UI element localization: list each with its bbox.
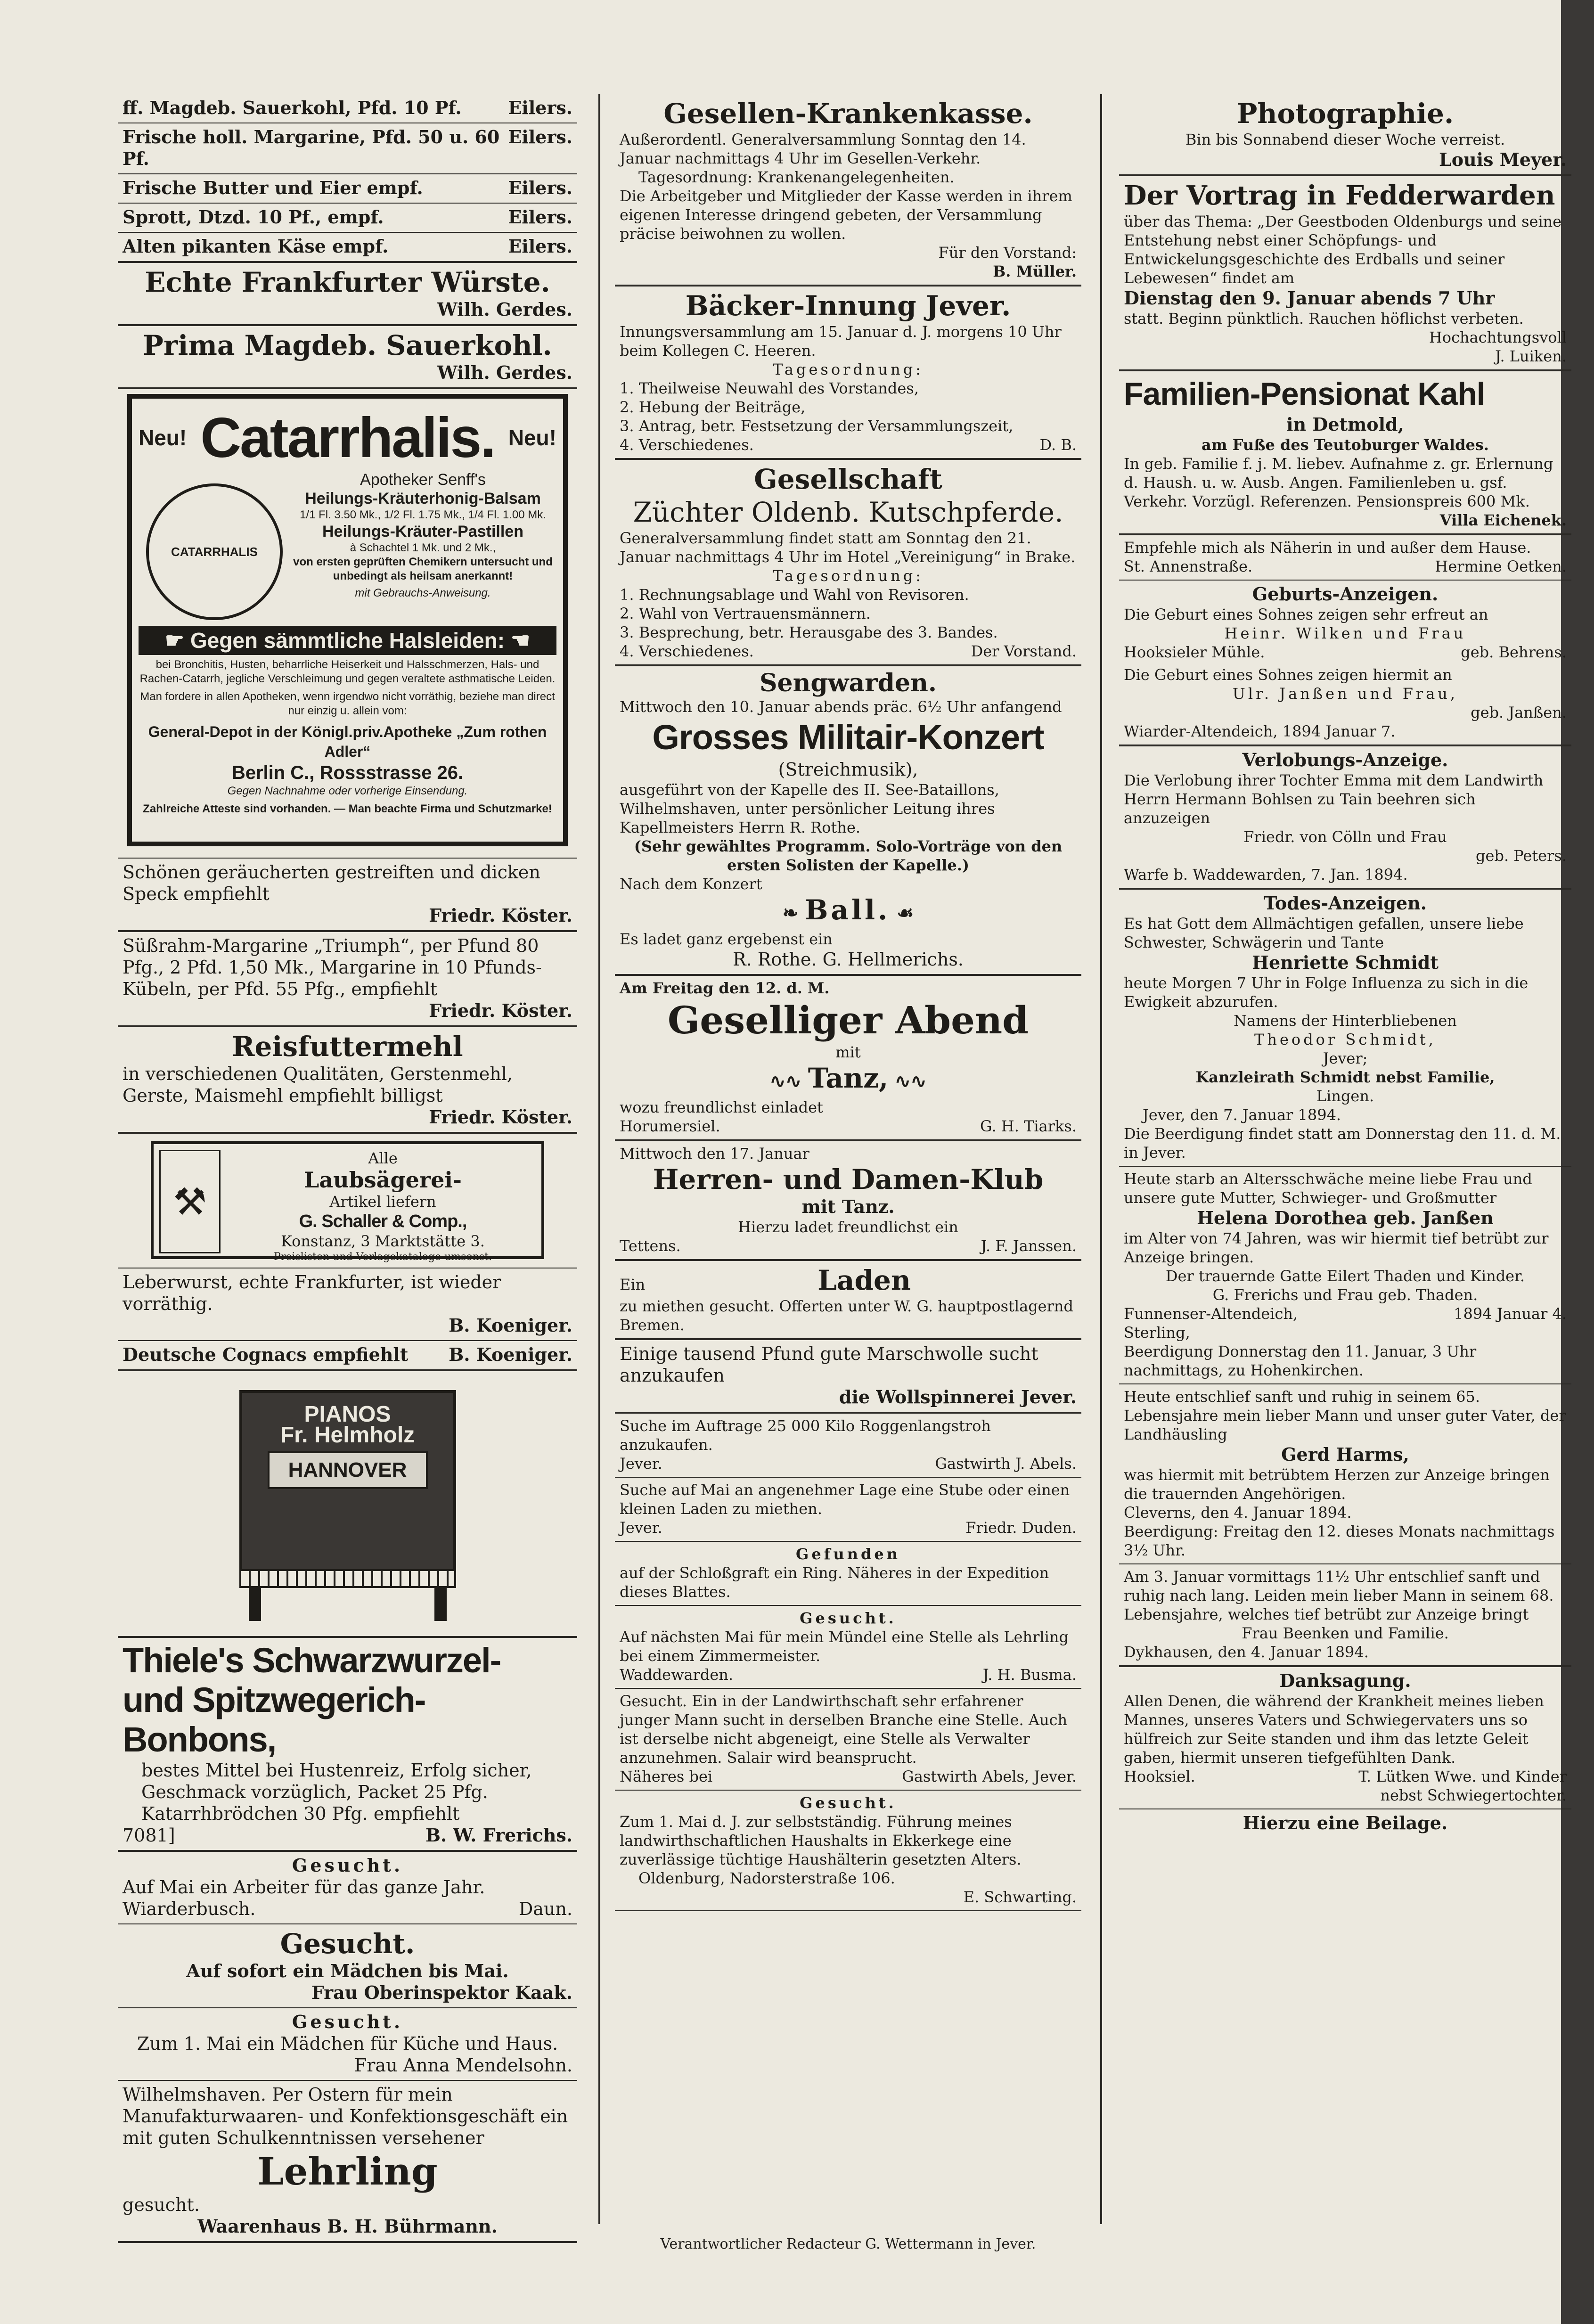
ad-text: Die Geburt eines Sohnes zeigen sehr erfreut an bbox=[1124, 606, 1488, 623]
ad-krankenkasse bbox=[615, 94, 1081, 286]
ball-heading bbox=[620, 893, 1077, 930]
ad-signature: Gastwirth Abels, Jever. bbox=[902, 1768, 1077, 1785]
ad-text: In geb. Familie f. j. M. liebev. Aufnahme z. gr. Erlernung d. Haush. u. w. Ausb. Angen. Familienleben u. gsf. Verkehr. Vorzügl. Referenzen. Pensionspreis 600 Mk. bbox=[1124, 455, 1553, 510]
ad-place: Sterling, bbox=[1124, 1324, 1190, 1342]
ad-signature: Der Vorstand. bbox=[971, 642, 1077, 660]
ad-todes-schmidt bbox=[1119, 890, 1571, 1167]
ad-date: Dienstag den 9. Januar abends 7 Uhr bbox=[1124, 287, 1495, 309]
ad-wuerste-gerdes bbox=[118, 263, 577, 326]
ad-text: Es ladet ganz ergebenst ein bbox=[620, 930, 833, 948]
ad-heading: Danksagung. bbox=[1279, 1670, 1411, 1691]
ad-title: Der Vortrag in Fedderwarden bbox=[1124, 180, 1555, 211]
ad-heading: Todes-Anzeigen. bbox=[1263, 892, 1427, 914]
ad-name: Friedr. von Cölln und Frau bbox=[1243, 828, 1447, 846]
column-rule-2 bbox=[1100, 94, 1102, 2224]
ad-todes-thaden bbox=[1119, 1167, 1571, 1384]
ad-place: Wiarderbusch. bbox=[123, 1898, 256, 1919]
ad-text: Für den Vorstand: bbox=[938, 244, 1077, 262]
ad-heading: Gesucht. bbox=[292, 2011, 403, 2032]
ad-gesucht-maedchen bbox=[118, 1924, 577, 2008]
ad-reisfuttermehl bbox=[118, 1027, 577, 1134]
cat-line: Heilungs-Kräuterhonig-Balsam bbox=[305, 490, 541, 507]
ad-text: G. Frerichs und Frau geb. Thaden. bbox=[1212, 1286, 1478, 1304]
ad-signature: Eilers. bbox=[508, 97, 572, 118]
ad-title: Familien-Pensionat Kahl bbox=[1124, 376, 1485, 412]
piano-keys bbox=[239, 1569, 456, 1588]
ad-signature: Gastwirth J. Abels. bbox=[935, 1455, 1077, 1473]
cat-line: Heilungs-Kräuter-Pastillen bbox=[322, 523, 523, 540]
ad-heading: Gesucht. bbox=[800, 1794, 897, 1812]
ad-text: Frische Butter und Eier empf. bbox=[123, 177, 423, 198]
ad-signature: B. Koeniger. bbox=[449, 1315, 572, 1336]
ad-pensionat bbox=[1119, 371, 1571, 535]
neu-label: Neu! bbox=[139, 426, 187, 450]
ad-piano bbox=[118, 1371, 577, 1638]
ad-text: wozu freundlichst einladet bbox=[620, 1098, 823, 1116]
ad-text: Zum 1. Mai ein Mädchen für Küche und Haus. bbox=[137, 2033, 558, 2054]
ad-sauerkohl-eilers bbox=[118, 94, 577, 123]
ad-text: Deutsche Cognacs empfiehlt bbox=[123, 1344, 409, 1365]
ad-gefunden bbox=[615, 1542, 1081, 1606]
ad-title: Photographie. bbox=[1236, 98, 1454, 130]
ad-text: Zum 1. Mai d. J. zur selbstständig. Führung meines landwirthschaftlichen Haushalts in Ekkerkege eine zuverlässige tüchtige Haushälterin gesetzten Alters. bbox=[620, 1813, 1022, 1868]
ad-text: Die Beerdigung findet statt am Donnerstag den 11. d. M. in Jever. bbox=[1124, 1125, 1561, 1162]
ad-gesucht-kueche bbox=[118, 2008, 577, 2081]
ad-signature: Hermine Oetken. bbox=[1435, 557, 1567, 575]
ad-sprott-eilers bbox=[118, 204, 577, 233]
ad-date: 1894 Januar 4. bbox=[1454, 1305, 1567, 1323]
column-1 bbox=[118, 94, 577, 2237]
ad-text: Der trauernde Gatte Eilert Thaden und Kinder. bbox=[1165, 1267, 1525, 1285]
agenda-item: 4. Verschiedenes. bbox=[620, 436, 754, 454]
piano-city: HANNOVER bbox=[268, 1451, 428, 1489]
ad-signature: B. Koeniger. bbox=[449, 1344, 572, 1365]
lbox-line: Artikel liefern bbox=[329, 1193, 436, 1211]
ad-text: Am Freitag den 12. d. M. bbox=[620, 979, 830, 997]
ad-text: heute Morgen 7 Uhr in Folge Influenza zu sich in die Ewigkeit abzurufen. bbox=[1124, 974, 1529, 1011]
ad-title: Gesellschaft bbox=[754, 463, 942, 495]
ad-text: Generalversammlung findet statt am Sonntag den 21. Januar nachmittags 4 Uhr im Hotel „Vereinigung“ in Brake. bbox=[620, 529, 1076, 566]
ornament-icon: ❧ bbox=[782, 902, 805, 924]
ad-signature: Daun. bbox=[518, 1898, 572, 1919]
ad-laden bbox=[615, 1261, 1081, 1340]
ad-signature: J. F. Janssen. bbox=[981, 1237, 1077, 1255]
ad-place: Wiarder-Altendeich, 1894 Januar 7. bbox=[1124, 722, 1396, 740]
cat-line: Apotheker Senff's bbox=[360, 471, 486, 489]
ad-roggenstroh bbox=[615, 1414, 1081, 1478]
ad-subtitle: mit Tanz. bbox=[801, 1196, 895, 1217]
ad-subtitle: (Streichmusik), bbox=[778, 759, 918, 780]
ad-text: Lingen. bbox=[1316, 1087, 1374, 1105]
ad-signature: Eilers. bbox=[508, 236, 572, 257]
ad-cognac bbox=[118, 1341, 577, 1371]
ad-title: Prima Magdeb. Sauerkohl. bbox=[143, 329, 552, 361]
ad-text: in verschiedenen Qualitäten, Gerstenmehl, Gerste, Maismehl empfiehlt billigst bbox=[123, 1064, 513, 1106]
ad-name: Henriette Schmidt bbox=[1252, 952, 1439, 973]
ad-leberwurst bbox=[118, 1268, 577, 1341]
ad-text: Tagesordnung: bbox=[773, 567, 924, 585]
ad-text: bestes Mittel bei Hustenreiz, Erfolg sicher, Geschmack vorzüglich, Packet 25 Pfg. Katarrhbrödchen 30 Pfg. empfiehlt bbox=[141, 1760, 532, 1824]
ad-suessrahm bbox=[118, 932, 577, 1027]
ad-place: Jever. bbox=[620, 1455, 662, 1473]
ad-title: Reisfuttermehl bbox=[232, 1031, 463, 1063]
ad-title: Sengwarden. bbox=[759, 669, 937, 697]
ad-signature: die Wollspinnerei Jever. bbox=[839, 1386, 1077, 1407]
cat-bar-text: Gegen sämmtliche Halsleiden: bbox=[190, 628, 505, 653]
ad-title: Grosses Militair-Konzert bbox=[652, 718, 1044, 757]
lbox-line: Preislisten und Vorlagekataloge umsonst. bbox=[274, 1251, 492, 1263]
lbox-line: Konstanz, 3 Marktstätte 3. bbox=[281, 1232, 485, 1250]
ball-label: Ball. bbox=[805, 894, 891, 926]
thiele-title-2: und Spitzwegerich-Bonbons, bbox=[123, 1680, 425, 1759]
ad-signature: Friedr. Köster. bbox=[429, 1000, 572, 1021]
ad-place: Horumersiel. bbox=[620, 1117, 720, 1135]
ad-text: mit bbox=[835, 1043, 861, 1061]
ad-verlobung bbox=[1119, 746, 1571, 890]
ad-signature: Frau Oberinspektor Kaak. bbox=[311, 1982, 572, 2003]
catarrhalis-bar: ☛ Gegen sämmtliche Halsleiden: ☚ bbox=[139, 626, 556, 655]
ad-margarine-eilers bbox=[118, 123, 577, 174]
ad-text: Leberwurst, echte Frankfurter, ist wieder vorräthig. bbox=[123, 1272, 501, 1314]
ad-text: Die Arbeitgeber und Mitglieder der Kasse werden in ihrem eigenen Interesse dringend gebeten, der Versammlung präcise beiwohnen zu wollen. bbox=[620, 187, 1072, 243]
ad-title: Züchter Oldenb. Kutschpferde. bbox=[633, 496, 1063, 528]
ad-place: Jever. bbox=[620, 1519, 662, 1537]
ad-signature: Frau Anna Mendelsohn. bbox=[354, 2055, 572, 2076]
ad-text: Suche im Auftrage 25 000 Kilo Roggenlangstroh anzukaufen. bbox=[620, 1417, 991, 1454]
ad-text: in Detmold, bbox=[1286, 414, 1404, 435]
ad-name: Heinr. Wilken und Frau bbox=[1224, 624, 1466, 642]
ad-signature: E. Schwarting. bbox=[963, 1888, 1077, 1906]
agenda-item: 3. Antrag, betr. Festsetzung der Versammlungszeit, bbox=[620, 417, 1014, 435]
ad-heading: Geburts-Anzeigen. bbox=[1252, 583, 1439, 605]
ad-text: Frische holl. Margarine, Pfd. 50 u. 60 Pf. bbox=[123, 126, 500, 169]
thiele-title-1: Thiele's Schwarzwurzel- bbox=[123, 1641, 501, 1680]
ad-place: Warfe b. Waddewarden, 7. Jan. 1894. bbox=[1124, 866, 1408, 884]
cat-line: bei Bronchitis, Husten, beharrliche Heiserkeit und Halsschmerzen, Hals- und Rachen-Catarrh, jegliche Verschleimung und gegen veraltete asthmatische Leiden. bbox=[139, 658, 556, 685]
piano-maker: Fr. Helmholz bbox=[280, 1423, 415, 1448]
ad-text: Mittwoch den 10. Januar abends präc. 6½ Uhr anfangend bbox=[620, 698, 1062, 716]
ad-text: Am 3. Januar vormittags 11½ Uhr entschlief sanft und ruhig nach lang. Leiden mein lieber Mann in seinem 68. Lebensjahre, welches tief betrübt zur Anzeige bringt bbox=[1124, 1568, 1554, 1623]
ad-text: Mittwoch den 17. Januar bbox=[620, 1145, 809, 1162]
ad-signature: R. Rothe. G. Hellmerichs. bbox=[733, 949, 964, 970]
ad-text: Schönen geräucherten gestreiften und dicken Speck empfiehlt bbox=[123, 862, 540, 904]
ad-text: Nach dem Konzert bbox=[620, 875, 762, 893]
ad-text: Wilhelmshaven. Per Ostern für mein Manufakturwaaren- und Konfektionsgeschäft ein mit guten Schulkenntnissen versehener bbox=[123, 2084, 568, 2148]
ad-text: Heute entschlief sanft und ruhig in seinem 65. Lebensjahre mein lieber Mann und unser guter Vater, der Landhäusling bbox=[1124, 1388, 1566, 1443]
ad-signature: J. Luiken. bbox=[1495, 347, 1567, 365]
ornament-icon: ∿∿ bbox=[769, 1070, 808, 1092]
ad-gesucht-arbeiter bbox=[118, 1852, 577, 1924]
ad-text: Jever, den 7. Januar 1894. bbox=[1143, 1106, 1341, 1124]
ad-name: geb. Peters. bbox=[1476, 847, 1567, 865]
ad-signature: G. H. Tiarks. bbox=[980, 1117, 1077, 1135]
ad-name: geb. Behrens. bbox=[1461, 643, 1567, 661]
ad-title: Gesellen-Krankenkasse. bbox=[663, 98, 1033, 130]
ad-kaese-eilers bbox=[118, 233, 577, 263]
editor-footer: Verantwortlicher Redacteur G. Wettermann in Jever. bbox=[660, 2236, 1036, 2252]
ad-text: Es hat Gott dem Allmächtigen gefallen, unsere liebe Schwester, Schwägerin und Tante bbox=[1124, 915, 1524, 951]
ad-naeherin bbox=[1119, 535, 1571, 581]
ad-text: Außerordentl. Generalversammlung Sonntag den 14. Januar nachmittags 4 Uhr im Gesellen-Verkehr. bbox=[620, 131, 1026, 167]
ad-title: Lehrling bbox=[257, 2149, 438, 2193]
ad-text: Allen Denen, die während der Krankheit meines lieben Mannes, unseres Vaters und Schwiegervaters uns so hülfreich zur Seite standen und ihm das letzte Geleit gaben, hiermit unseren tiefgefühlten Dank. bbox=[1124, 1692, 1544, 1767]
piano-illustration bbox=[225, 1381, 470, 1626]
ad-signature: Eilers. bbox=[508, 126, 572, 147]
ad-gesellschaft-zuechter bbox=[615, 460, 1081, 666]
ad-signature: Wilh. Gerdes. bbox=[437, 299, 572, 320]
ad-text: gesucht. bbox=[123, 2194, 200, 2215]
ad-laubsaegerei bbox=[118, 1134, 577, 1268]
ad-text: Einige tausend Pfund gute Marschwolle sucht anzukaufen bbox=[620, 1343, 1038, 1386]
ad-title: Echte Frankfurter Würste. bbox=[145, 266, 550, 298]
cat-line: mit Gebrauchs-Anweisung. bbox=[355, 587, 491, 599]
ad-signature: Friedr. Köster. bbox=[429, 905, 572, 926]
cat-line: Man fordere in allen Apotheken, wenn irgendwo nicht vorräthig, beziehe man direct nur einzig u. allein vom: bbox=[140, 690, 555, 717]
ad-text: Hierzu ladet freundlichst ein bbox=[738, 1218, 958, 1236]
ad-place: Hooksiel. bbox=[1124, 1768, 1195, 1785]
ad-geselliger-abend bbox=[615, 976, 1081, 1141]
ad-heading: Gesucht. bbox=[280, 1928, 415, 1960]
agenda-item: 4. Verschiedenes. bbox=[620, 642, 754, 660]
ad-catarrhalis bbox=[127, 394, 568, 846]
ad-zimmermeister bbox=[615, 1606, 1081, 1689]
ad-title: Laden bbox=[817, 1264, 911, 1296]
cat-line: 1/1 Fl. 3.50 Mk., 1/2 Fl. 1.75 Mk., 1/4 Fl. 1.00 Mk. bbox=[300, 508, 546, 521]
ad-signature: Waarenhaus B. H. Bührmann. bbox=[197, 2216, 498, 2237]
cat-line: Gegen Nachnahme oder vorherige Einsendung. bbox=[227, 785, 468, 797]
ad-signature: J. H. Busma. bbox=[982, 1666, 1077, 1684]
ad-text: statt. Beginn pünktlich. Rauchen höflichst verbeten. bbox=[1124, 310, 1524, 327]
ad-heading: Gefunden bbox=[796, 1545, 900, 1563]
ad-butter-eilers bbox=[118, 174, 577, 204]
agenda-item: 3. Besprechung, betr. Herausgabe des 3. Bandes. bbox=[620, 623, 998, 641]
laubsaege-box bbox=[151, 1141, 544, 1263]
agenda-item: 2. Wahl von Vertrauensmännern. bbox=[620, 605, 871, 622]
ad-signature: T. Lütken Wwe. und Kinder bbox=[1358, 1768, 1567, 1785]
ad-text: Gesucht. Ein in der Landwirthschaft sehr erfahrener junger Mann sucht in derselben Branche eine Stelle. Auch ist derselbe nicht abgeneigt, eine Stelle als Verwalter anzunehmen. Salair wird beansprucht. bbox=[620, 1692, 1068, 1767]
cat-line: Berlin C., Rossstrasse 26. bbox=[231, 762, 464, 783]
ad-text: Die Verlobung ihrer Tochter Emma mit dem Landwirth Herrn Hermann Bohlsen zu Tain beehren sich anzuzeigen bbox=[1124, 771, 1544, 827]
ad-stube bbox=[615, 1478, 1081, 1542]
ad-text: auf der Schloßgraft ein Ring. Näheres in der Expedition dieses Blattes. bbox=[620, 1564, 1049, 1601]
ad-sengwarden-konzert bbox=[615, 666, 1081, 976]
ad-herren-damen-klub bbox=[615, 1141, 1081, 1261]
ad-text: Heute starb an Altersschwäche meine liebe Frau und unsere gute Mutter, Schwieger- und Großmutter bbox=[1124, 1170, 1532, 1207]
ad-text: was hiermit mit betrübtem Herzen zur Anzeige bringen die trauernden Angehörigen. bbox=[1124, 1466, 1550, 1503]
ad-text: Hochachtungsvoll bbox=[1429, 328, 1567, 346]
ad-text: Sprott, Dtzd. 10 Pf., empf. bbox=[123, 206, 384, 228]
ad-place: St. Annenstraße. bbox=[1124, 557, 1253, 575]
ad-danksagung bbox=[1119, 1667, 1571, 1809]
ad-text: Alten pikanten Käse empf. bbox=[123, 236, 389, 257]
ad-signature: B. W. Frerichs. bbox=[425, 1825, 572, 1846]
ad-title: Geselliger Abend bbox=[667, 998, 1029, 1042]
ad-sauerkohl-gerdes bbox=[118, 326, 577, 389]
supplement-note: Hierzu eine Beilage. bbox=[1243, 1812, 1448, 1833]
seal-text: CATARRHALIS bbox=[171, 544, 258, 559]
ad-place: Waddewarden. bbox=[620, 1666, 734, 1684]
ad-photographie bbox=[1119, 94, 1571, 176]
ad-number: 7081] bbox=[123, 1825, 175, 1846]
ad-signature: Villa Eichenek. bbox=[1439, 511, 1567, 529]
ad-signature: Eilers. bbox=[508, 177, 572, 198]
ad-text: Beerdigung Donnerstag den 11. Januar, 3 Uhr nachmittags, zu Hohenkirchen. bbox=[1124, 1342, 1477, 1379]
ad-text: im Alter von 74 Jahren, was wir hiermit tief betrübt zur Anzeige bringen. bbox=[1124, 1229, 1549, 1266]
column-3 bbox=[1119, 94, 1571, 2215]
lbox-line: G. Schaller & Comp., bbox=[299, 1211, 467, 1231]
carpenter-icon: ⚒ bbox=[159, 1150, 221, 1253]
ad-place: Dykhausen, den 4. Januar 1894. bbox=[1124, 1643, 1369, 1661]
eagle-seal-icon bbox=[146, 483, 283, 620]
ad-signature: Friedr. Duden. bbox=[965, 1519, 1077, 1537]
ad-text: Beerdigung: Freitag den 12. dieses Monats nachmittags 3½ Uhr. bbox=[1124, 1522, 1555, 1559]
ad-signature: Louis Meyer. bbox=[1439, 149, 1567, 170]
ad-text: Suche auf Mai an angenehmer Lage eine Stube oder einen kleinen Laden zu miethen. bbox=[620, 1481, 1070, 1518]
ad-text: Jever; bbox=[1323, 1049, 1368, 1067]
lbox-line: Laubsägerei- bbox=[304, 1167, 462, 1193]
ad-text: Auf nächsten Mai für mein Mündel eine Stelle als Lehrling bei einem Zimmermeister. bbox=[620, 1628, 1069, 1665]
cat-line: von ersten geprüften Chemikern untersucht und unbedingt als heilsam anerkannt! bbox=[293, 556, 553, 582]
ad-signature: Wilh. Gerdes. bbox=[437, 362, 572, 383]
ad-text: Bin bis Sonnabend dieser Woche verreist. bbox=[1185, 131, 1505, 148]
ad-name: geb. Janßen. bbox=[1471, 704, 1567, 721]
column-rule-1 bbox=[598, 94, 600, 2224]
agenda-item: 2. Hebung der Beiträge, bbox=[620, 398, 806, 416]
ad-text: nebst Schwiegertochter. bbox=[1380, 1786, 1567, 1804]
ad-text: Auf Mai ein Arbeiter für das ganze Jahr. bbox=[123, 1877, 485, 1898]
ad-vortrag bbox=[1119, 176, 1571, 371]
cat-line: Zahlreiche Atteste sind vorhanden. — Man beachte Firma und Schutzmarke! bbox=[143, 802, 552, 815]
ad-text: Empfehle mich als Näherin in und außer dem Hause. bbox=[1124, 539, 1531, 556]
ad-place: Hooksieler Mühle. bbox=[1124, 643, 1265, 661]
ad-text: über das Thema: „Der Geestboden Oldenburgs und seine Entstehung nebst einer Schöpfungs- und Entwickelungsgeschichte des Erdballs und seiner Lebewesen“ findet am bbox=[1124, 213, 1562, 287]
ad-text: Auf sofort ein Mädchen bis Mai. bbox=[186, 1960, 509, 1981]
ad-text: zu miethen gesucht. Offerten unter W. G. hauptpostlagernd Bremen. bbox=[620, 1297, 1073, 1334]
ad-title: Bäcker-Innung Jever. bbox=[685, 290, 1011, 322]
catarrhalis-header bbox=[139, 405, 556, 470]
ornament-icon: ☙ bbox=[890, 902, 914, 924]
ad-signature: Eilers. bbox=[508, 206, 572, 228]
ad-geburt bbox=[1119, 581, 1571, 746]
lbox-line: Alle bbox=[368, 1149, 398, 1167]
agenda-item: 1. Rechnungsablage und Wahl von Revisoren. bbox=[620, 586, 969, 604]
tanz-heading bbox=[620, 1062, 1077, 1098]
ad-signature: Frau Beenken und Familie. bbox=[1242, 1624, 1449, 1642]
ad-name: Kanzleirath Schmidt nebst Familie, bbox=[1195, 1068, 1495, 1086]
ad-todes-harms bbox=[1119, 1384, 1571, 1564]
catarrhalis-products bbox=[289, 470, 556, 600]
ad-baecker-innung bbox=[615, 286, 1081, 460]
ad-signature: Friedr. Köster. bbox=[429, 1106, 572, 1128]
neu-label: Neu! bbox=[508, 426, 556, 450]
ad-place: Oldenburg, Nadorsterstraße 106. bbox=[638, 1869, 895, 1887]
column-2 bbox=[615, 94, 1081, 2215]
ad-speck bbox=[118, 859, 577, 932]
ad-text: Cleverns, den 4. Januar 1894. bbox=[1124, 1504, 1352, 1522]
ad-text: ausgeführt von der Kapelle des II. See-Bataillons, Wilhelmshaven, unter persönlicher Leitung ihres Kapellmeisters Herrn R. Rothe. bbox=[620, 781, 999, 836]
ad-thiele bbox=[118, 1638, 577, 1852]
ad-name: Theodor Schmidt, bbox=[1254, 1031, 1436, 1048]
ad-text: Die Geburt eines Sohnes zeigen hiermit an bbox=[1124, 666, 1452, 684]
ad-name: Ulr. Janßen und Frau, bbox=[1232, 685, 1458, 703]
piano-brand: PIANOS bbox=[304, 1402, 391, 1427]
ad-heading: Gesucht. bbox=[292, 1855, 403, 1876]
ornament-icon: ∿∿ bbox=[888, 1070, 927, 1092]
tanz-label: Tanz, bbox=[808, 1062, 889, 1094]
ad-name: Helena Dorothea geb. Janßen bbox=[1197, 1207, 1494, 1228]
ad-text: Näheres bei bbox=[620, 1768, 713, 1785]
ad-todes-beenken bbox=[1119, 1564, 1571, 1667]
cat-line: General-Depot in der Königl.priv.Apotheke „Zum rothen Adler“ bbox=[148, 723, 547, 760]
ad-verwalter bbox=[615, 1689, 1081, 1791]
ad-marschwolle bbox=[615, 1340, 1081, 1414]
ad-text: Namens der Hinterbliebenen bbox=[1234, 1012, 1457, 1030]
ad-place: Tettens. bbox=[620, 1237, 681, 1255]
ad-text: Tagesordnung: bbox=[773, 360, 924, 378]
ad-text: am Fuße des Teutoburger Waldes. bbox=[1202, 436, 1489, 454]
ad-text: Ein bbox=[620, 1276, 646, 1293]
ad-signature: D. B. bbox=[1039, 436, 1077, 454]
ad-heading: Verlobungs-Anzeige. bbox=[1242, 749, 1448, 770]
ad-text: ff. Magdeb. Sauerkohl, Pfd. 10 Pf. bbox=[123, 97, 462, 118]
ad-lehrling bbox=[118, 2081, 577, 2243]
cat-line: à Schachtel 1 Mk. und 2 Mk., bbox=[350, 541, 496, 554]
ad-text: Innungsversammlung am 15. Januar d. J. morgens 10 Uhr beim Kollegen C. Heeren. bbox=[620, 323, 1062, 360]
catarrhalis-title: Catarrhalis. bbox=[200, 406, 495, 469]
ad-signature: B. Müller. bbox=[993, 262, 1077, 280]
ad-name: Gerd Harms, bbox=[1281, 1444, 1409, 1465]
ad-text: Süßrahm-Margarine „Triumph“, per Pfund 80 Pfg., 2 Pfd. 1,50 Mk., Margarine in 10 Pfunds-Kübeln, per Pfd. 55 Pfg., empfiehlt bbox=[123, 935, 542, 999]
ad-text: Tagesordnung: Krankenangelegenheiten. bbox=[638, 168, 955, 186]
ad-haushaelterin bbox=[615, 1791, 1081, 1911]
ad-heading: Gesucht. bbox=[800, 1609, 897, 1627]
ad-place: Funnenser-Altendeich, bbox=[1124, 1305, 1298, 1323]
ad-text: (Sehr gewähltes Programm. Solo-Vorträge von den ersten Solisten der Kapelle.) bbox=[634, 837, 1063, 874]
ad-title: Herren- und Damen-Klub bbox=[653, 1163, 1044, 1195]
agenda-item: 1. Theilweise Neuwahl des Vorstandes, bbox=[620, 379, 919, 397]
